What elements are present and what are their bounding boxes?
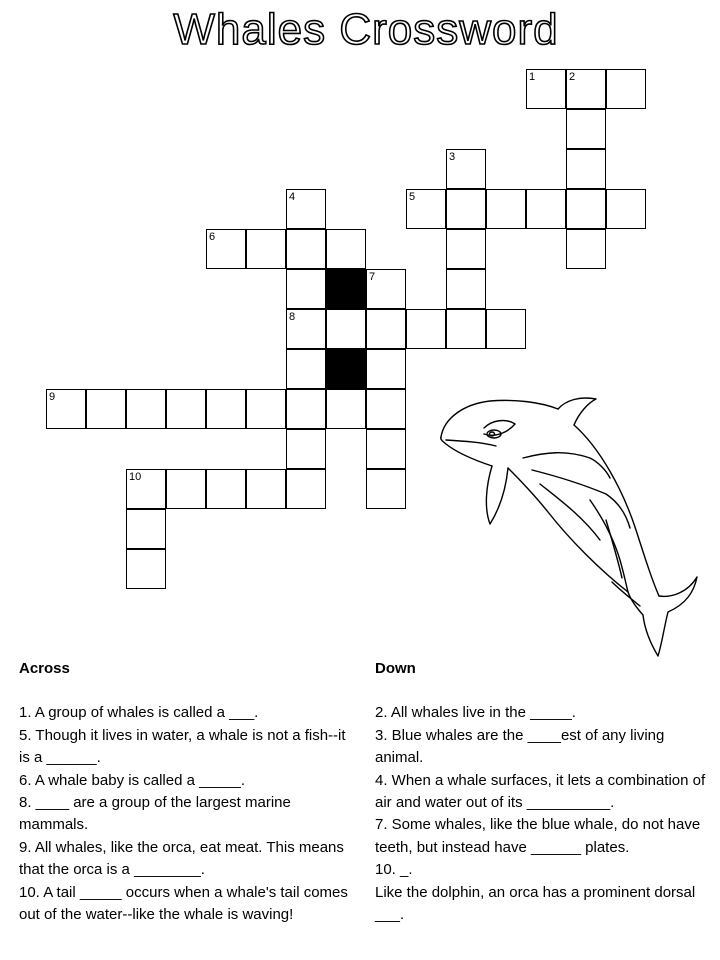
grid-cell[interactable]	[86, 389, 126, 429]
grid-cell[interactable]	[166, 389, 206, 429]
clue-number: 4	[289, 191, 296, 203]
down-clue-3: 3. Blue whales are the ____est of any living animal.	[375, 726, 665, 767]
grid-cell[interactable]	[406, 309, 446, 349]
grid-cell[interactable]	[566, 149, 606, 189]
down-clue-extra: Like the dolphin, an orca has a prominent dorsal ___.	[375, 883, 696, 924]
grid-cell[interactable]	[126, 549, 166, 589]
grid-cell-blocked	[326, 349, 366, 389]
grid-cell[interactable]	[126, 509, 166, 549]
grid-cell-blocked	[326, 269, 366, 309]
grid-cell[interactable]	[286, 229, 326, 269]
down-clue-7: 7. Some whales, like the blue whale, do not have teeth, but instead have ______ plates.	[375, 816, 701, 856]
grid-cell[interactable]	[286, 349, 326, 389]
clue-number: 3	[449, 151, 456, 163]
grid-cell[interactable]	[206, 229, 246, 269]
grid-cell[interactable]	[246, 469, 286, 509]
grid-cell[interactable]	[366, 469, 406, 509]
clue-number: 2	[569, 71, 576, 83]
grid-cell[interactable]	[126, 469, 166, 509]
grid-cell[interactable]	[606, 69, 646, 109]
grid-cell[interactable]	[46, 389, 86, 429]
grid-cell[interactable]	[566, 69, 606, 109]
grid-cell[interactable]	[326, 309, 366, 349]
grid-cell[interactable]	[166, 469, 206, 509]
grid-cell[interactable]	[326, 389, 366, 429]
grid-cell[interactable]	[126, 389, 166, 429]
grid-cell[interactable]	[246, 389, 286, 429]
grid-cell[interactable]	[526, 189, 566, 229]
grid-cell[interactable]	[286, 469, 326, 509]
grid-cell[interactable]	[286, 429, 326, 469]
grid-cell[interactable]	[566, 189, 606, 229]
grid-cell[interactable]	[286, 309, 326, 349]
clue-number: 9	[49, 391, 56, 403]
across-clue-5: 5. Though it lives in water, a whale is not a fish--it is a ______.	[19, 726, 346, 767]
orca-icon	[430, 392, 710, 660]
grid-cell[interactable]	[206, 389, 246, 429]
grid-cell[interactable]	[366, 429, 406, 469]
across-clues	[19, 658, 349, 926]
down-clues	[375, 658, 710, 926]
grid-cell[interactable]	[446, 269, 486, 309]
across-clue-6: 6. A whale baby is called a _____.	[19, 771, 245, 789]
grid-cell[interactable]	[286, 189, 326, 229]
puzzle-title-text: Whales Crossword	[173, 5, 559, 54]
across-clue-10: 10. A tail _____ occurs when a whale's tail comes out of the water--like the whale is waving!	[19, 883, 348, 924]
grid-cell[interactable]	[566, 229, 606, 269]
grid-cell[interactable]	[366, 389, 406, 429]
clue-number: 1	[529, 71, 536, 83]
grid-cell[interactable]	[366, 269, 406, 309]
grid-cell[interactable]	[366, 349, 406, 389]
clue-number: 8	[289, 311, 296, 323]
grid-cell[interactable]	[206, 469, 246, 509]
grid-cell[interactable]	[446, 229, 486, 269]
across-heading: Across	[19, 660, 70, 677]
grid-cell[interactable]	[286, 389, 326, 429]
down-clue-2: 2. All whales live in the _____.	[375, 704, 576, 722]
grid-cell[interactable]	[286, 269, 326, 309]
down-heading: Down	[375, 660, 416, 677]
grid-cell[interactable]	[366, 309, 406, 349]
grid-cell[interactable]	[486, 189, 526, 229]
grid-cell[interactable]	[446, 189, 486, 229]
across-clue-1: 1. A group of whales is called a ___.	[19, 704, 259, 722]
clue-number: 7	[369, 271, 376, 283]
clue-number: 6	[209, 231, 216, 243]
clue-number: 10	[129, 471, 142, 483]
across-clue-9: 9. All whales, like the orca, eat meat. This means that the orca is a ________.	[19, 838, 344, 879]
grid-cell[interactable]	[566, 109, 606, 149]
grid-cell[interactable]	[486, 309, 526, 349]
grid-cell[interactable]	[446, 149, 486, 189]
across-clue-8: 8. ____ are a group of the largest marine mammals.	[19, 794, 291, 834]
grid-cell[interactable]	[606, 189, 646, 229]
clue-number: 5	[409, 191, 416, 203]
down-clue-10: 10. _.	[375, 861, 413, 879]
grid-cell[interactable]	[246, 229, 286, 269]
grid-cell[interactable]	[526, 69, 566, 109]
grid-cell[interactable]	[406, 189, 446, 229]
grid-cell[interactable]	[446, 309, 486, 349]
down-clue-4: 4. When a whale surfaces, it lets a combination of air and water out of its __________.	[375, 771, 706, 812]
grid-cell[interactable]	[326, 229, 366, 269]
